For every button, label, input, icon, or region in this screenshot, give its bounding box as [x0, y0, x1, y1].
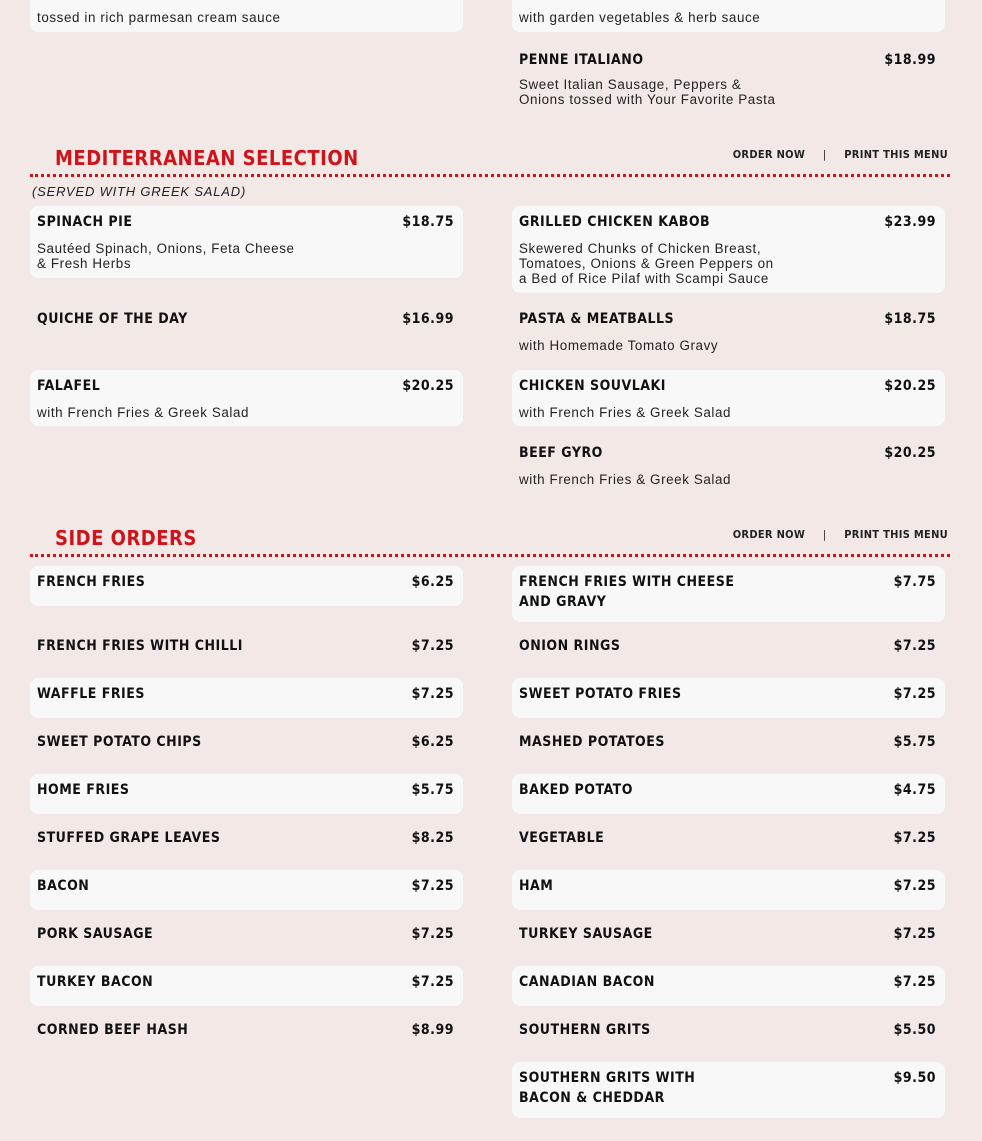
menu-item-card: [30, 678, 463, 718]
menu-item-card: [512, 1062, 945, 1118]
menu-item-name: SOUTHERN GRITS WITH BACON & CHEDDAR: [519, 1070, 696, 1106]
menu-item-description: with French Fries & Greek Salad: [519, 405, 732, 420]
menu-item-name: CORNED BEEF HASH: [37, 1022, 189, 1038]
menu-item-card: [30, 822, 463, 862]
menu-item-card: [512, 0, 945, 32]
menu-item-name: FRENCH FRIES WITH CHILLI: [37, 638, 243, 654]
menu-item-card: [30, 726, 463, 766]
menu-item-name: HOME FRIES: [37, 782, 130, 798]
menu-item-price: $20.25: [402, 378, 454, 394]
menu-item-card: [512, 726, 945, 766]
menu-item-name: PASTA & MEATBALLS: [519, 311, 675, 327]
menu-item-name: FRENCH FRIES WITH CHEESE AND GRAVY: [519, 574, 735, 610]
menu-item-card: [512, 44, 945, 114]
menu-item-price: $6.25: [411, 574, 454, 590]
menu-item-card: [512, 870, 945, 910]
menu-item-name: BACON: [37, 878, 90, 894]
menu-item-price: $5.50: [893, 1022, 936, 1038]
menu-item-price: $20.25: [884, 378, 936, 394]
menu-item-price: $7.25: [893, 926, 936, 942]
menu-item-price: $18.99: [884, 52, 936, 68]
order-now-link[interactable]: ORDER NOW: [732, 148, 806, 161]
menu-item-name: SWEET POTATO CHIPS: [37, 734, 202, 750]
menu-item-name: CHICKEN SOUVLAKI: [519, 378, 666, 394]
menu-item-price: $7.25: [411, 926, 454, 942]
menu-item-description: Skewered Chunks of Chicken Breast, Tomatoes, Onions & Green Peppers on a Bed of Rice Pilaf with Scampi Sauce: [519, 241, 774, 286]
menu-item-price: $7.25: [411, 878, 454, 894]
menu-item-name: CANADIAN BACON: [519, 974, 655, 990]
menu-item-name: PORK SAUSAGE: [37, 926, 154, 942]
menu-item-name: WAFFLE FRIES: [37, 686, 145, 702]
menu-item-price: $7.25: [893, 974, 936, 990]
menu-item-price: $7.75: [893, 574, 936, 590]
menu-item-name: FRENCH FRIES: [37, 574, 146, 590]
menu-item-card: [30, 1014, 463, 1054]
menu-item-name: SWEET POTATO FRIES: [519, 686, 682, 702]
menu-item-card: [30, 630, 463, 670]
menu-item-price: $8.25: [411, 830, 454, 846]
menu-item-card: [30, 303, 463, 359]
menu-item-card: [512, 774, 945, 814]
menu-item-name: GRILLED CHICKEN KABOB: [519, 214, 711, 230]
section-divider: [30, 554, 950, 557]
menu-item-name: SPINACH PIE: [37, 214, 133, 230]
menu-item-card: [30, 966, 463, 1006]
section-links: [733, 148, 948, 161]
menu-item-name: VEGETABLE: [519, 830, 605, 846]
menu-item-card: [30, 566, 463, 606]
menu-item-description: with French Fries & Greek Salad: [519, 472, 732, 487]
menu-item-price: $18.75: [402, 214, 454, 230]
menu-item-card: [512, 822, 945, 862]
menu-item-description: Sweet Italian Sausage, Peppers & Onions tossed with Your Favorite Pasta: [519, 77, 776, 107]
menu-item-name: STUFFED GRAPE LEAVES: [37, 830, 221, 846]
menu-item-price: $7.25: [893, 830, 936, 846]
menu-item-name: ONION RINGS: [519, 638, 621, 654]
menu-item-price: $8.99: [411, 1022, 454, 1038]
section-note: (SERVED WITH GREEK SALAD): [32, 184, 247, 199]
link-separator: |: [822, 528, 827, 541]
section-links: [733, 528, 948, 541]
menu-item-card: [512, 206, 945, 293]
menu-item-price: $9.50: [893, 1070, 936, 1086]
menu-item-description: with French Fries & Greek Salad: [37, 405, 250, 420]
menu-item-card: [512, 918, 945, 958]
menu-item-card: [30, 918, 463, 958]
menu-item-price: $5.75: [893, 734, 936, 750]
menu-item-name: PENNE ITALIANO: [519, 52, 644, 68]
menu-item-price: $4.75: [893, 782, 936, 798]
menu-item-card: [30, 370, 463, 426]
menu-item-description: tossed in rich parmesan cream sauce: [37, 10, 281, 25]
menu-item-name: BEEF GYRO: [519, 445, 603, 461]
menu-item-name: FALAFEL: [37, 378, 101, 394]
menu-item-card: [512, 566, 945, 622]
menu-item-card: [512, 630, 945, 670]
section-title-mediterranean: MEDITERRANEAN SELECTION: [55, 146, 359, 170]
menu-item-price: $18.75: [884, 311, 936, 327]
menu-item-name: HAM: [519, 878, 554, 894]
menu-item-price: $7.25: [411, 638, 454, 654]
menu-item-card: [30, 0, 463, 32]
menu-item-name: TURKEY BACON: [37, 974, 154, 990]
menu-item-price: $23.99: [884, 214, 936, 230]
menu-item-card: [30, 870, 463, 910]
menu-item-card: [512, 678, 945, 718]
section-title-side-orders: SIDE ORDERS: [55, 526, 197, 550]
menu-item-card: [512, 966, 945, 1006]
menu-item-card: [512, 370, 945, 426]
menu-item-price: $5.75: [411, 782, 454, 798]
print-menu-link[interactable]: PRINT THIS MENU: [844, 528, 948, 541]
menu-item-description: with Homemade Tomato Gravy: [519, 338, 719, 353]
order-now-link[interactable]: ORDER NOW: [732, 528, 806, 541]
section-divider: [30, 174, 950, 177]
menu-item-card: [512, 303, 945, 359]
menu-item-card: [512, 1014, 945, 1054]
menu-item-card: [30, 774, 463, 814]
menu-item-name: SOUTHERN GRITS: [519, 1022, 651, 1038]
menu-item-name: TURKEY SAUSAGE: [519, 926, 653, 942]
menu-item-price: $7.25: [893, 638, 936, 654]
menu-item-price: $7.25: [893, 686, 936, 702]
menu-item-price: $7.25: [893, 878, 936, 894]
print-menu-link[interactable]: PRINT THIS MENU: [844, 148, 948, 161]
menu-item-description: with garden vegetables & herb sauce: [519, 10, 761, 25]
link-separator: |: [822, 148, 827, 161]
menu-item-name: BAKED POTATO: [519, 782, 633, 798]
menu-item-card: [512, 437, 945, 493]
menu-item-description: Sautéed Spinach, Onions, Feta Cheese & Fresh Herbs: [37, 241, 295, 271]
menu-item-name: MASHED POTATOES: [519, 734, 665, 750]
menu-item-price: $20.25: [884, 445, 936, 461]
menu-item-card: [30, 206, 463, 278]
menu-item-price: $16.99: [402, 311, 454, 327]
menu-item-price: $7.25: [411, 974, 454, 990]
menu-item-name: QUICHE OF THE DAY: [37, 311, 188, 327]
menu-item-price: $7.25: [411, 686, 454, 702]
menu-item-price: $6.25: [411, 734, 454, 750]
